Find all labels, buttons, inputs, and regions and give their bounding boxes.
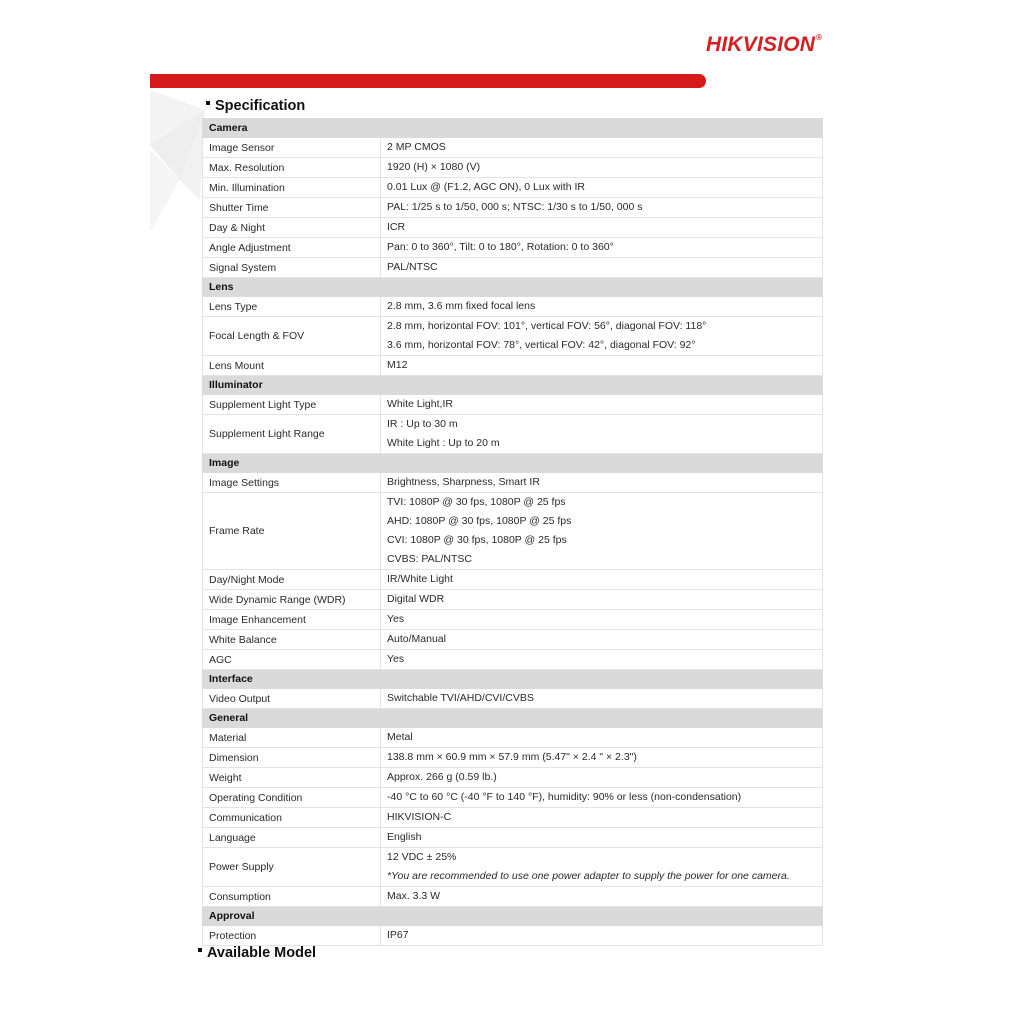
spec-label: AGC	[203, 650, 381, 670]
spec-row	[203, 689, 823, 709]
spec-value	[381, 138, 823, 158]
spec-label: Shutter Time	[203, 198, 381, 218]
spec-label: Power Supply	[203, 848, 381, 887]
brand-logo	[706, 33, 822, 57]
spec-label: Day & Night	[203, 218, 381, 238]
spec-value-line: CVBS: PAL/NTSC	[387, 553, 472, 565]
section-title: Interface	[203, 670, 823, 689]
spec-value-line: 2.8 mm, 3.6 mm fixed focal lens	[387, 300, 536, 312]
section-row	[203, 376, 823, 395]
spec-label: Communication	[203, 808, 381, 828]
spec-label: Image Sensor	[203, 138, 381, 158]
spec-value	[381, 198, 823, 218]
spec-value-line: Brightness, Sharpness, Smart IR	[387, 476, 540, 488]
spec-label: Operating Condition	[203, 788, 381, 808]
spec-value-line: Metal	[387, 731, 413, 743]
spec-value-line: PAL: 1/25 s to 1/50, 000 s; NTSC: 1/30 s to 1/50, 000 s	[387, 201, 643, 213]
spec-label: Max. Resolution	[203, 158, 381, 178]
spec-row	[203, 158, 823, 178]
section-title: Image	[203, 454, 823, 473]
specification-heading-text: Specification	[215, 98, 306, 114]
specification-table	[202, 118, 823, 946]
spec-value	[381, 808, 823, 828]
spec-row	[203, 415, 823, 454]
header-red-bar	[150, 74, 706, 88]
spec-label: Lens Type	[203, 297, 381, 317]
brand-logo-text: HIKVISION	[706, 33, 816, 56]
spec-label: Video Output	[203, 689, 381, 709]
spec-label: Lens Mount	[203, 356, 381, 376]
spec-value-line: English	[387, 831, 422, 843]
section-title: General	[203, 709, 823, 728]
spec-label: Language	[203, 828, 381, 848]
spec-value	[381, 650, 823, 670]
spec-value-line: 2 MP CMOS	[387, 141, 446, 153]
section-title: Illuminator	[203, 376, 823, 395]
spec-label: Signal System	[203, 258, 381, 278]
spec-value-line: Digital WDR	[387, 593, 445, 605]
spec-value	[381, 218, 823, 238]
bullet-square-icon	[206, 101, 210, 105]
spec-value	[381, 630, 823, 650]
specification-heading	[206, 98, 305, 114]
spec-row	[203, 848, 823, 887]
spec-value	[381, 926, 823, 946]
spec-value	[381, 788, 823, 808]
spec-value-line: IR/White Light	[387, 573, 453, 585]
available-model-heading	[198, 945, 316, 961]
spec-value-line: White Light,IR	[387, 398, 453, 410]
section-title: Camera	[203, 119, 823, 138]
spec-value	[381, 610, 823, 630]
registered-mark: ®	[816, 33, 823, 42]
section-title: Lens	[203, 278, 823, 297]
spec-value	[381, 258, 823, 278]
spec-value-line: 3.6 mm, horizontal FOV: 78°, vertical FOV: 42°, diagonal FOV: 92°	[387, 339, 696, 351]
spec-value-line: *You are recommended to use one power adapter to supply the power for one camera.	[387, 870, 790, 882]
specification-table-body	[203, 119, 823, 946]
spec-value-line: ICR	[387, 221, 406, 233]
spec-label: Image Settings	[203, 473, 381, 493]
spec-row	[203, 610, 823, 630]
spec-value-line: HIKVISION-C	[387, 811, 452, 823]
spec-value	[381, 590, 823, 610]
section-row	[203, 907, 823, 926]
spec-value	[381, 356, 823, 376]
spec-value-line: Approx. 266 g (0.59 lb.)	[387, 771, 497, 783]
spec-row	[203, 788, 823, 808]
spec-value	[381, 848, 823, 887]
spec-value-line: IR : Up to 30 m	[387, 418, 458, 430]
spec-value-line: Max. 3.3 W	[387, 890, 441, 902]
spec-value-line: -40 °C to 60 °C (-40 °F to 140 °F), humidity: 90% or less (non-condensation)	[387, 791, 742, 803]
section-row	[203, 278, 823, 297]
spec-value	[381, 415, 823, 454]
spec-row	[203, 768, 823, 788]
spec-value-line: Pan: 0 to 360°, Tilt: 0 to 180°, Rotation: 0 to 360°	[387, 241, 614, 253]
spec-row	[203, 650, 823, 670]
spec-value-line: White Light : Up to 20 m	[387, 437, 500, 449]
spec-value	[381, 768, 823, 788]
spec-label: Supplement Light Range	[203, 415, 381, 454]
spec-value-line: CVI: 1080P @ 30 fps, 1080P @ 25 fps	[387, 534, 567, 546]
spec-label: Consumption	[203, 887, 381, 907]
spec-row	[203, 138, 823, 158]
watermark-graphic	[150, 90, 208, 232]
spec-value	[381, 395, 823, 415]
spec-row	[203, 728, 823, 748]
spec-label: Material	[203, 728, 381, 748]
spec-value-line: 2.8 mm, horizontal FOV: 101°, vertical FOV: 56°, diagonal FOV: 118°	[387, 320, 707, 332]
section-row	[203, 709, 823, 728]
spec-label: Protection	[203, 926, 381, 946]
spec-value	[381, 297, 823, 317]
section-row	[203, 454, 823, 473]
spec-label: Frame Rate	[203, 493, 381, 570]
spec-value-line: 138.8 mm × 60.9 mm × 57.9 mm (5.47" × 2.4 " × 2.3")	[387, 751, 637, 763]
spec-value	[381, 493, 823, 570]
spec-row	[203, 198, 823, 218]
spec-value-line: IP67	[387, 929, 409, 941]
spec-value-line: TVI: 1080P @ 30 fps, 1080P @ 25 fps	[387, 496, 566, 508]
spec-value-line: Auto/Manual	[387, 633, 446, 645]
spec-label: Day/Night Mode	[203, 570, 381, 590]
spec-value-line: 0.01 Lux @ (F1.2, AGC ON), 0 Lux with IR	[387, 181, 585, 193]
spec-value-line: Yes	[387, 613, 405, 625]
spec-value	[381, 178, 823, 198]
spec-row	[203, 473, 823, 493]
spec-value-line: AHD: 1080P @ 30 fps, 1080P @ 25 fps	[387, 515, 572, 527]
spec-label: Weight	[203, 768, 381, 788]
section-title: Approval	[203, 907, 823, 926]
spec-label: Focal Length & FOV	[203, 317, 381, 356]
spec-label: Min. Illumination	[203, 178, 381, 198]
spec-value-line: M12	[387, 359, 408, 371]
section-row	[203, 119, 823, 138]
spec-value-line: 1920 (H) × 1080 (V)	[387, 161, 481, 173]
spec-row	[203, 808, 823, 828]
spec-label: Wide Dynamic Range (WDR)	[203, 590, 381, 610]
spec-row	[203, 590, 823, 610]
spec-row	[203, 238, 823, 258]
spec-row	[203, 887, 823, 907]
spec-row	[203, 297, 823, 317]
spec-value	[381, 689, 823, 709]
spec-row	[203, 317, 823, 356]
spec-row	[203, 218, 823, 238]
spec-row	[203, 258, 823, 278]
spec-row	[203, 926, 823, 946]
spec-label: White Balance	[203, 630, 381, 650]
spec-value	[381, 728, 823, 748]
spec-value	[381, 473, 823, 493]
spec-row	[203, 630, 823, 650]
spec-label: Dimension	[203, 748, 381, 768]
spec-value-line: 12 VDC ± 25%	[387, 851, 457, 863]
spec-row	[203, 493, 823, 570]
spec-value-line: PAL/NTSC	[387, 261, 438, 273]
spec-value	[381, 158, 823, 178]
spec-value	[381, 748, 823, 768]
spec-row	[203, 395, 823, 415]
spec-row	[203, 748, 823, 768]
spec-value-line: Yes	[387, 653, 405, 665]
available-model-heading-text: Available Model	[207, 945, 317, 961]
spec-row	[203, 828, 823, 848]
spec-row	[203, 178, 823, 198]
section-row	[203, 670, 823, 689]
spec-row	[203, 570, 823, 590]
spec-value	[381, 317, 823, 356]
spec-value	[381, 887, 823, 907]
spec-label: Image Enhancement	[203, 610, 381, 630]
spec-value	[381, 238, 823, 258]
spec-label: Angle Adjustment	[203, 238, 381, 258]
bullet-square-icon	[198, 948, 202, 952]
spec-value	[381, 828, 823, 848]
spec-value-line: Switchable TVI/AHD/CVI/CVBS	[387, 692, 534, 704]
spec-value	[381, 570, 823, 590]
spec-row	[203, 356, 823, 376]
spec-label: Supplement Light Type	[203, 395, 381, 415]
